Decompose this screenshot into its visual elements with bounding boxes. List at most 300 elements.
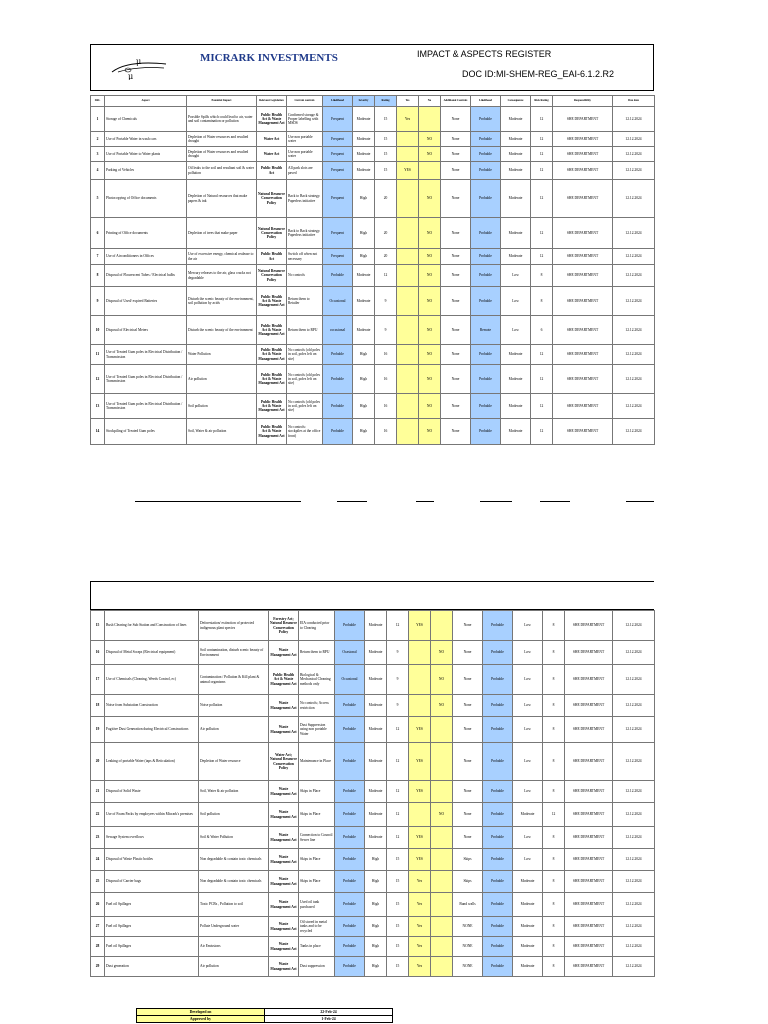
cell-aspect: Use of Foam Packs by employees within Micrark's premises: [105, 803, 199, 827]
cell-leg: Waste Management Act: [269, 849, 299, 871]
table-row: [91, 180, 655, 218]
cell-lik: Probable: [323, 345, 353, 365]
cell-impact: Use of excessive energy, chemical realease to the air: [187, 249, 257, 265]
cell-sev: High: [365, 893, 387, 917]
table-row: [91, 781, 655, 803]
cell-lik: Probable: [335, 871, 365, 893]
cell-leg: Forestry Act; Natural Resource Conservation Policy: [269, 611, 299, 641]
cell-lik2: Probable: [471, 265, 501, 287]
cell-lik: Frequent: [323, 218, 353, 249]
cell-lik2: Probable: [471, 180, 501, 218]
cell-con: Low: [501, 287, 531, 316]
column-header: Additional Controls: [441, 96, 471, 107]
cell-con: Low: [513, 717, 543, 743]
cell-resp: SHE DEPARTMENT: [553, 180, 613, 218]
cell-lik: Probable: [335, 957, 365, 977]
cell-yes: [397, 394, 419, 419]
table-row: [91, 893, 655, 917]
table-row: [91, 871, 655, 893]
cell-con: Moderate: [513, 917, 543, 937]
cell-due: 12.12.2024: [613, 957, 655, 977]
cell-n: 29: [91, 957, 105, 977]
cell-rr: 12: [531, 345, 553, 365]
cell-lik2: Probable: [483, 893, 513, 917]
cell-con: Moderate: [513, 871, 543, 893]
cell-aspect: Use of Airconditioners in Offices: [105, 249, 187, 265]
cell-yes: YES: [397, 162, 419, 180]
cell-due: 12.12.2024: [613, 180, 655, 218]
cell-add: None: [441, 316, 471, 345]
cell-lik: Probable: [335, 695, 365, 717]
cell-rt: 15: [375, 107, 397, 132]
cell-lik: Probable: [335, 893, 365, 917]
cell-impact: Depletion of Water resources and resulted drought: [187, 147, 257, 162]
cell-leg: Public Health Act & Waste Management Act: [269, 665, 299, 695]
cell-rr: 12: [531, 365, 553, 394]
cell-ctrl: Biological & Mechanical Cleaning methods only: [299, 665, 335, 695]
cell-n: 5: [91, 180, 105, 218]
cell-ctrl: Maintenance in Place: [299, 743, 335, 781]
cell-con: Low: [513, 641, 543, 665]
column-header: Aspect: [105, 96, 187, 107]
cell-due: 12.12.2024: [613, 265, 655, 287]
cell-ctrl: Switch off when not necessary: [287, 249, 323, 265]
cell-lik2: Probable: [471, 287, 501, 316]
table-row: [91, 132, 655, 147]
cell-lik: Probable: [335, 849, 365, 871]
cell-yes: Yes: [409, 937, 431, 957]
cell-lik: Probable: [335, 743, 365, 781]
cell-n: 16: [91, 641, 105, 665]
cell-lik2: Probable: [483, 695, 513, 717]
cell-aspect: Stockpiling of Treated Gum poles: [105, 419, 187, 445]
cell-rr: 8: [531, 287, 553, 316]
cell-yes: YES: [409, 849, 431, 871]
cell-yes: Yes: [409, 871, 431, 893]
cell-sev: Moderate: [365, 611, 387, 641]
cell-resp: SHE DEPARTMENT: [553, 132, 613, 147]
cell-yes: Yes: [409, 893, 431, 917]
cell-due: 12.12.2024: [613, 695, 655, 717]
cell-lik: Frequent: [323, 147, 353, 162]
column-header: No: [419, 96, 441, 107]
cell-rr: 12: [531, 249, 553, 265]
table-header-row: [91, 96, 655, 107]
cell-leg: Public Health Act: [257, 249, 287, 265]
cell-sev: High: [365, 937, 387, 957]
cell-yes: [409, 695, 431, 717]
cell-due: 12.12.2024: [613, 641, 655, 665]
column-header: Yes: [397, 96, 419, 107]
cell-n: 2: [91, 132, 105, 147]
cell-rt: 15: [387, 917, 409, 937]
cell-sev: Moderate: [353, 316, 375, 345]
cell-add: None: [453, 641, 483, 665]
cell-leg: Water Act; Natural Resource Conservation Policy: [269, 743, 299, 781]
cell-aspect: Storage of Chemicals: [105, 107, 187, 132]
cell-lik: Occasional: [323, 287, 353, 316]
cell-aspect: Parking of Vehicles: [105, 162, 187, 180]
cell-aspect: Fuel oil Spillages: [105, 917, 199, 937]
cell-rr: 8: [543, 611, 565, 641]
signature-line: [337, 501, 367, 502]
cell-aspect: Noise from Substation Construction: [105, 695, 199, 717]
cell-impact: Soil pollution: [199, 803, 269, 827]
cell-rr: 12: [531, 147, 553, 162]
cell-rr: 8: [543, 917, 565, 937]
cell-n: 28: [91, 937, 105, 957]
cell-leg: Public Health Act & Waste Management Act: [257, 419, 287, 445]
table-row: [91, 365, 655, 394]
cell-lik: Occasional: [335, 665, 365, 695]
cell-leg: Waste Management Act: [269, 871, 299, 893]
signature-line: [626, 501, 654, 502]
cell-aspect: Use of Portable Water in wash cars: [105, 132, 187, 147]
cell-sev: Moderate: [353, 287, 375, 316]
cell-yes: Yes: [409, 957, 431, 977]
cell-add: Skips: [453, 871, 483, 893]
cell-yes: Yes: [409, 917, 431, 937]
cell-rt: 20: [375, 249, 397, 265]
cell-sev: Moderate: [365, 665, 387, 695]
cell-aspect: Fuel oil Spillages: [105, 937, 199, 957]
cell-no: NO: [419, 419, 441, 445]
cell-yes: [397, 287, 419, 316]
cell-add: None: [441, 287, 471, 316]
cell-impact: Deforestation/ extinction of protected indigenous plant species: [199, 611, 269, 641]
svg-text:μ: μ: [128, 72, 134, 80]
cell-lik: Frequent: [323, 249, 353, 265]
table-row: [91, 419, 655, 445]
cell-lik: Probable: [335, 917, 365, 937]
table-row: [91, 937, 655, 957]
cell-impact: Soil pollution: [187, 394, 257, 419]
cell-aspect: Fuel oil Spillages: [105, 893, 199, 917]
cell-add: None: [441, 180, 471, 218]
cell-leg: Waste Management Act: [269, 893, 299, 917]
cell-impact: Soil, Water & air pollution: [187, 419, 257, 445]
cell-due: 12.12.2024: [613, 107, 655, 132]
cell-lik: Probable: [323, 394, 353, 419]
cell-con: Moderate: [501, 394, 531, 419]
cell-leg: Waste Management Act: [269, 717, 299, 743]
table-row: [91, 717, 655, 743]
cell-impact: Depletion of Water resource: [199, 743, 269, 781]
cell-lik2: Probable: [471, 218, 501, 249]
cell-add: None: [453, 781, 483, 803]
cell-yes: YES: [409, 827, 431, 849]
cell-aspect: Printing of Office documents: [105, 218, 187, 249]
cell-no: [431, 871, 453, 893]
cell-aspect: Sewage System overflows: [105, 827, 199, 849]
cell-no: NO: [431, 695, 453, 717]
cell-n: 13: [91, 394, 105, 419]
cell-aspect: Bush Clearing for Sub Station and Construction of lines: [105, 611, 199, 641]
cell-n: 15: [91, 611, 105, 641]
cell-no: NO: [419, 180, 441, 218]
table-row: [91, 107, 655, 132]
cell-n: 17: [91, 665, 105, 695]
cell-leg: Natural Resource Conservation Policy: [257, 180, 287, 218]
cell-aspect: Use of Treated Gum poles in Electrical Distribution / Transmission: [105, 365, 187, 394]
approved-value: 1-Feb-24: [265, 1016, 393, 1023]
cell-ctrl: Use non portable water: [287, 147, 323, 162]
cell-n: 20: [91, 743, 105, 781]
column-header: Responsibility: [553, 96, 613, 107]
column-header: Likelihood: [323, 96, 353, 107]
cell-lik: Probable: [323, 265, 353, 287]
cell-resp: SHE DEPARTMENT: [565, 957, 613, 977]
cell-leg: Public Health Act & Waste Management Act: [257, 365, 287, 394]
cell-ctrl: Used oil tank purchased: [299, 893, 335, 917]
table-row: [91, 957, 655, 977]
cell-aspect: Disposal of Flourescent Tubes / Electrical bulbs: [105, 265, 187, 287]
cell-resp: SHE DEPARTMENT: [553, 394, 613, 419]
cell-ctrl: Return them to RPU: [299, 641, 335, 665]
cell-lik2: Probable: [471, 132, 501, 147]
cell-resp: SHE DEPARTMENT: [565, 717, 613, 743]
cell-ctrl: Skips in Place: [299, 871, 335, 893]
cell-no: [431, 957, 453, 977]
cell-add: None: [441, 365, 471, 394]
cell-ctrl: Use non portable water: [287, 132, 323, 147]
cell-resp: SHE DEPARTMENT: [553, 316, 613, 345]
cell-rr: 8: [543, 871, 565, 893]
cell-con: Low: [513, 695, 543, 717]
cell-sev: High: [353, 345, 375, 365]
cell-rt: 12: [387, 611, 409, 641]
cell-leg: Public Health Act & Waste Management Act: [257, 394, 287, 419]
cell-rt: 12: [387, 827, 409, 849]
cell-due: 12.12.2024: [613, 394, 655, 419]
table-row: [91, 218, 655, 249]
cell-due: 12.12.2024: [613, 316, 655, 345]
cell-rr: 8: [543, 957, 565, 977]
cell-resp: SHE DEPARTMENT: [553, 249, 613, 265]
cell-no: [431, 849, 453, 871]
cell-lik2: Probable: [471, 249, 501, 265]
cell-leg: Waste Management Act: [269, 957, 299, 977]
cell-resp: SHE DEPARTMENT: [553, 107, 613, 132]
cell-resp: SHE DEPARTMENT: [565, 827, 613, 849]
cell-sev: Moderate: [365, 781, 387, 803]
cell-due: 12.12.2024: [613, 803, 655, 827]
cell-due: 12.12.2024: [613, 419, 655, 445]
cell-add: None: [441, 107, 471, 132]
cell-rr: 8: [543, 641, 565, 665]
approved-label: Approved by: [137, 1016, 265, 1023]
cell-aspect: Disposal of Electrical Meters: [105, 316, 187, 345]
cell-lik2: Probable: [483, 803, 513, 827]
cell-con: Low: [513, 665, 543, 695]
cell-rr: 8: [543, 665, 565, 695]
cell-con: Moderate: [501, 345, 531, 365]
cell-con: Low: [513, 743, 543, 781]
cell-leg: Waste Management Act: [269, 781, 299, 803]
cell-sev: Moderate: [353, 132, 375, 147]
cell-no: [431, 827, 453, 849]
cell-resp: SHE DEPARTMENT: [565, 781, 613, 803]
cell-con: Moderate: [501, 107, 531, 132]
cell-con: Moderate: [501, 147, 531, 162]
column-header: SRL: [91, 96, 105, 107]
cell-aspect: Use of Portable Water to Water plants: [105, 147, 187, 162]
signature-line: [135, 501, 301, 502]
cell-rr: 8: [531, 265, 553, 287]
cell-lik: Probable: [323, 419, 353, 445]
cell-con: Low: [501, 265, 531, 287]
cell-no: [419, 162, 441, 180]
cell-yes: [397, 132, 419, 147]
cell-lik: Probable: [323, 365, 353, 394]
cell-resp: SHE DEPARTMENT: [565, 641, 613, 665]
cell-yes: [397, 316, 419, 345]
cell-lik2: Probable: [471, 345, 501, 365]
cell-leg: Waste Management Act: [269, 695, 299, 717]
cell-rr: 8: [543, 937, 565, 957]
cell-yes: [409, 665, 431, 695]
cell-lik2: Probable: [483, 641, 513, 665]
cell-ctrl: Connection to Council Sewer line: [299, 827, 335, 849]
cell-due: 12.12.2024: [613, 827, 655, 849]
register-title: IMPACT & ASPECTS REGISTER: [417, 49, 552, 59]
cell-rr: 12: [543, 803, 565, 827]
cell-no: [431, 893, 453, 917]
cell-ctrl: No controls (old poles in soil, poles left on site): [287, 345, 323, 365]
cell-resp: SHE DEPARTMENT: [565, 937, 613, 957]
cell-add: None: [441, 132, 471, 147]
cell-leg: Public Health Act & Waste Management Act: [257, 107, 287, 132]
cell-leg: Public Health Act & Waste Management Act: [257, 345, 287, 365]
cell-resp: SHE DEPARTMENT: [553, 419, 613, 445]
cell-add: None: [453, 695, 483, 717]
cell-n: 21: [91, 781, 105, 803]
cell-lik2: Probable: [483, 917, 513, 937]
table-row: [91, 316, 655, 345]
cell-lik: Frequent: [323, 107, 353, 132]
cell-lik2: Probable: [483, 957, 513, 977]
cell-impact: Disturb the scenic beauty of the environment, soil pollution by acids: [187, 287, 257, 316]
signature-line: [540, 501, 570, 502]
cell-lik2: Probable: [471, 365, 501, 394]
approval-table: [136, 1008, 393, 1023]
table-row: [91, 827, 655, 849]
cell-lik2: Probable: [471, 107, 501, 132]
cell-resp: SHE DEPARTMENT: [565, 743, 613, 781]
cell-aspect: Disposal of Used/ expired Batteries: [105, 287, 187, 316]
cell-lik2: Probable: [483, 611, 513, 641]
cell-leg: Waste Management Act: [269, 641, 299, 665]
cell-sev: Moderate: [353, 107, 375, 132]
cell-resp: SHE DEPARTMENT: [565, 695, 613, 717]
cell-con: Moderate: [513, 937, 543, 957]
column-header: Current controls: [287, 96, 323, 107]
cell-rt: 20: [375, 218, 397, 249]
column-header: Relevant Legislation: [257, 96, 287, 107]
cell-add: None: [441, 147, 471, 162]
signature-line: [416, 501, 434, 502]
cell-rr: 8: [543, 781, 565, 803]
cell-due: 12.12.2024: [613, 287, 655, 316]
cell-rt: 16: [375, 394, 397, 419]
cell-n: 6: [91, 218, 105, 249]
cell-no: NO: [419, 265, 441, 287]
cell-no: [431, 717, 453, 743]
cell-sev: Moderate: [365, 743, 387, 781]
cell-no: [419, 107, 441, 132]
cell-add: None: [441, 419, 471, 445]
cell-rr: 12: [531, 394, 553, 419]
cell-ctrl: Skips in Place: [299, 849, 335, 871]
cell-ctrl: No controls: stockpiles at the office front): [287, 419, 323, 445]
cell-aspect: Disposal of Solid Waste: [105, 781, 199, 803]
cell-con: Moderate: [501, 365, 531, 394]
cell-n: 7: [91, 249, 105, 265]
register-table-page1: [90, 95, 655, 445]
cell-due: 12.12.2024: [613, 871, 655, 893]
cell-lik2: Probable: [483, 849, 513, 871]
cell-due: 12.12.2024: [613, 917, 655, 937]
cell-n: 25: [91, 871, 105, 893]
cell-resp: SHE DEPARTMENT: [565, 849, 613, 871]
cell-add: NONE: [453, 937, 483, 957]
cell-impact: Pollute Underground water: [199, 917, 269, 937]
cell-add: None: [441, 345, 471, 365]
cell-sev: High: [365, 957, 387, 977]
table-row: [91, 345, 655, 365]
cell-due: 12.12.2024: [613, 665, 655, 695]
cell-impact: Water Pollution: [187, 345, 257, 365]
cell-leg: Public Health Act & Waste Management Act: [257, 287, 287, 316]
cell-ctrl: Skips in Place: [299, 803, 335, 827]
cell-n: 27: [91, 917, 105, 937]
cell-due: 12.12.2024: [613, 345, 655, 365]
cell-resp: SHE DEPARTMENT: [553, 218, 613, 249]
cell-impact: Soil contamination, disturb scenic beauty of Environment: [199, 641, 269, 665]
cell-rr: 8: [543, 717, 565, 743]
cell-lik: Ocasional: [335, 641, 365, 665]
cell-con: Moderate: [513, 803, 543, 827]
cell-lik2: Probable: [483, 665, 513, 695]
cell-sev: High: [365, 917, 387, 937]
cell-rt: 15: [387, 957, 409, 977]
cell-rr: 8: [543, 849, 565, 871]
cell-n: 4: [91, 162, 105, 180]
cell-yes: YES: [409, 743, 431, 781]
cell-no: NO: [419, 394, 441, 419]
cell-add: NONE: [453, 917, 483, 937]
cell-rt: 16: [375, 345, 397, 365]
cell-due: 12.12.2024: [613, 218, 655, 249]
cell-yes: [397, 419, 419, 445]
developed-label: Developed on: [137, 1009, 265, 1016]
cell-no: NO: [419, 147, 441, 162]
company-name: MICRARK INVESTMENTS: [200, 52, 338, 64]
cell-due: 12.12.2024: [613, 781, 655, 803]
cell-lik2: Probable: [471, 419, 501, 445]
cell-no: [431, 611, 453, 641]
cell-due: 12.12.2024: [613, 611, 655, 641]
cell-no: NO: [419, 345, 441, 365]
cell-aspect: Photocopying of Office documents: [105, 180, 187, 218]
cell-rt: 12: [375, 265, 397, 287]
table-row: [91, 849, 655, 871]
cell-resp: SHE DEPARTMENT: [565, 893, 613, 917]
cell-con: Low: [513, 827, 543, 849]
cell-impact: Depletion of trees that make paper: [187, 218, 257, 249]
cell-yes: [397, 265, 419, 287]
cell-rt: 16: [375, 419, 397, 445]
